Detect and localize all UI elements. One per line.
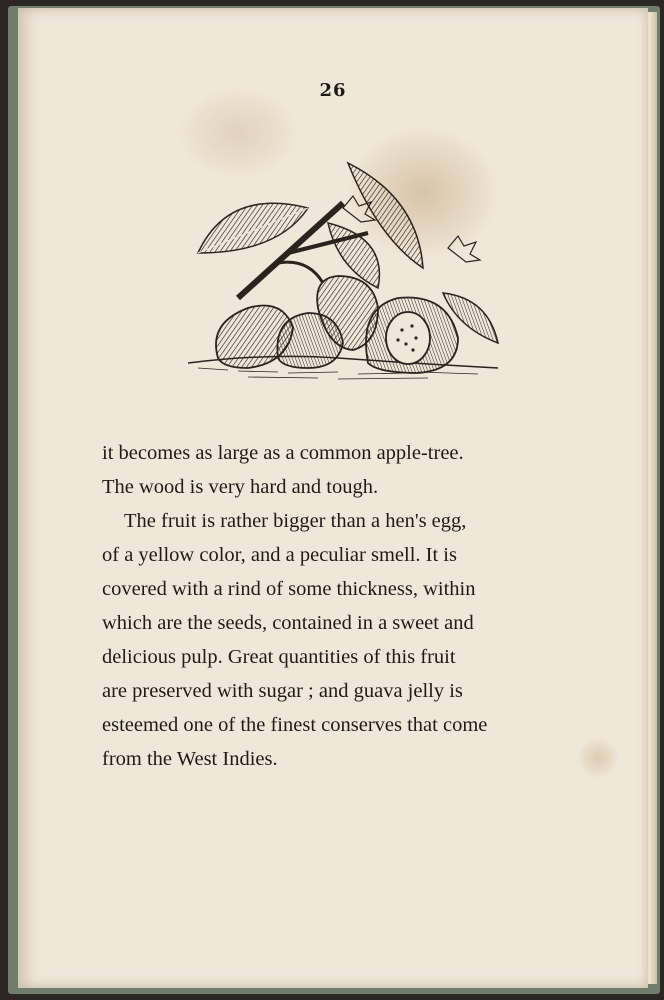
text-line: esteemed one of the finest conserves that come: [102, 714, 488, 736]
text-line: it becomes as large as a common apple-tree.: [102, 442, 464, 464]
text-line: which are the seeds, contained in a sweet and: [102, 612, 474, 634]
paragraph: [102, 504, 566, 776]
body-text: [102, 436, 566, 776]
text-line: delicious pulp. Great quantities of this fruit: [102, 646, 456, 668]
text-line: of a yellow color, and a peculiar smell. It is: [102, 544, 457, 566]
paragraph: [102, 436, 566, 504]
book-page: [18, 8, 648, 988]
text-line: are preserved with sugar ; and guava jelly is: [102, 680, 463, 702]
page-number: 26: [319, 80, 347, 101]
text-line: from the West Indies.: [102, 748, 278, 770]
guava-fruit-engraving-icon: [168, 158, 508, 398]
text-line: covered with a rind of some thickness, within: [102, 578, 476, 600]
text-line: The fruit is rather bigger than a hen's egg,: [124, 510, 467, 532]
text-line: The wood is very hard and tough.: [102, 476, 379, 498]
stain-mark: [578, 738, 618, 778]
